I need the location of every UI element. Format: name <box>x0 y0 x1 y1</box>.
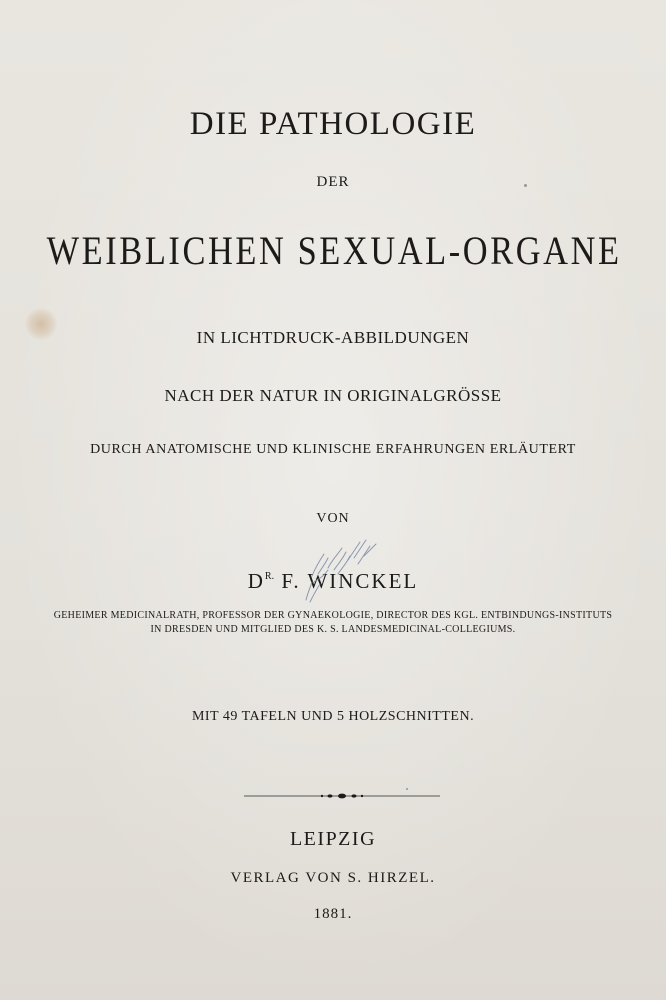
author-by-label: VON <box>316 511 350 526</box>
author-title-prefix: D <box>247 569 265 593</box>
publication-year: 1881. <box>313 906 353 922</box>
author-credentials-line-1: GEHEIMER MEDICINALRATH, PROFESSOR DER GYNAEKOLOGIE, DIRECTOR DES KGL. ENTBINDUNGS-INSTITUTS <box>53 610 613 621</box>
subtitle-line-3: DURCH ANATOMISCHE UND KLINISCHE ERFAHRUNGEN ERLÄUTERT <box>90 442 576 457</box>
divider-ornament <box>244 788 440 804</box>
title-connector: DER <box>316 174 350 190</box>
author-title-sup: R. <box>264 571 275 582</box>
pencil-annotation <box>298 530 388 610</box>
author-credentials-line-2: IN DRESDEN UND MITGLIED DES K. S. LANDESMEDICINAL-COLLEGIUMS. <box>150 624 516 635</box>
subtitle-line-2: NACH DER NATUR IN ORIGINALGRÖSSE <box>164 386 502 405</box>
author-name: F. WINCKEL <box>281 569 419 593</box>
publication-city: LEIPZIG <box>289 828 377 850</box>
publisher: VERLAG VON S. HIRZEL. <box>230 870 436 886</box>
book-title-line-2: WEIBLICHEN SEXUAL-ORGANE <box>46 228 622 273</box>
subtitle-line-1: IN LICHTDRUCK-ABBILDUNGEN <box>196 328 470 347</box>
book-title-line-1: DIE PATHOLOGIE <box>189 106 477 142</box>
plates-note: MIT 49 TAFELN UND 5 HOLZSCHNITTEN. <box>191 709 475 724</box>
